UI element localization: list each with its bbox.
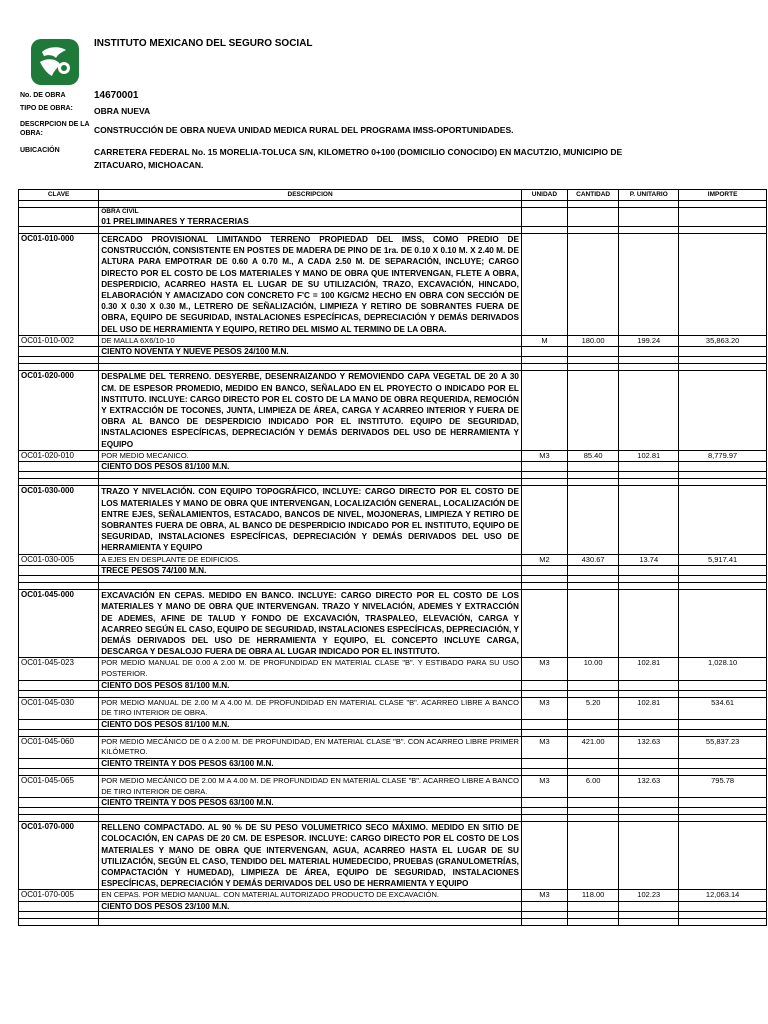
item-description: DE MALLA 6X6/10-10 [99,335,522,347]
concept-row [19,371,767,450]
concept-description: RELLENO COMPACTADO. AL 90 % DE SU PESO VOLUMETRICO SECO MÁXIMO. MEDIDO EN SITIO DE COLOCACIÓN, EN CAPAS DE 20 CM. DE ESPESOR. INCLUYE: CARGO DIRECTO POR EL COSTO DE LOS MATERIALES Y MANO DE OBRA QUE INTERVENGAN, AGUA, ACARREO HASTA EL LUGAR DE SU UTILIZACIÓN, SEGÚN EL CASO, TENDIDO DEL MATERIAL HUMEDECIDO, PRUEBAS (GRANULOMETRÍAS, COMPACTACIÓN Y HUMEDAD), LIMPIEZA DE ÁREA, EQUIPO DE SEGURIDAD, INSTALACIONES ESPECÍFICAS, DEPRECIACIÓN Y DEMÁS DERIVADOS DEL USO DE HERRAMIENTA Y EQUIPO [99,822,522,890]
item-p-unitario: 132.63 [619,776,679,798]
item-importe: 12,063.14 [679,890,767,902]
item-description: POR MEDIO MECÁNICO DE 2.00 M A 4.00 M. DE PROFUNDIDAD EN MATERIAL CLASE "B". ACARREO LIBRE A BANCO DE TIRO INTERIOR DE OBRA. [99,776,522,798]
item-description: POR MEDIO MANUAL DE 0.00 A 2.00 M. DE PROFUNDIDAD EN MATERIAL CLASE "B". Y ESTIBADO PARA SU USO POSTERIOR. [99,658,522,680]
institution-name: INSTITUTO MEXICANO DEL SEGURO SOCIAL [94,38,313,49]
item-description: A EJES EN DESPLANTE DE EDIFICIOS. [99,554,522,566]
table-row [19,697,767,719]
item-importe: 8,779.97 [679,450,767,462]
concept-description: DESPALME DEL TERRENO. DESYERBE, DESENRAIZANDO Y REMOVIENDO CAPA VEGETAL DE 20 A 30 CM. DE ESPESOR PROMEDIO, MEDIDO EN BANCO, SEÑALADO EN EL PROYECTO O INDICADO POR EL INSTITUTO. INCLUYE: CARGO DIRECTO POR EL COSTO DE LA MANO DE OBRA REQUERIDA, REMOCIÓN Y EXTRACCIÓN DE TOCONES, JUNTA, LIMPIEZA DE ÁREA, CARGA Y ACARREO INTERIOR Y FUERA DE OBRA AL BANCO DE DESPERDICIO INDICADO POR EL INSTITUTO. EQUIPO DE SEGURIDAD, INSTALACIONES ESPECÍFICAS, DEPRECIACIÓN Y DEMÁS DERIVADOS DEL USO DE HERRAMIENTA Y EQUIPO [99,371,522,450]
item-importe: 55,837.23 [679,736,767,758]
item-unidad: M3 [521,890,567,902]
item-unidad: M3 [521,776,567,798]
item-p-unitario: 102.81 [619,658,679,680]
item-p-unitario: 102.81 [619,697,679,719]
section-title: 01 PRELIMINARES Y TERRACERIAS [101,216,249,226]
price-in-words: CIENTO TREINTA Y DOS PESOS 63/100 M.N. [99,759,522,769]
table-row [19,335,767,347]
item-unidad: M3 [521,697,567,719]
item-importe: 534.61 [679,697,767,719]
item-cantidad: 10.00 [567,658,618,680]
item-p-unitario: 132.63 [619,736,679,758]
item-clave: OC01-045-065 [19,776,99,798]
concept-clave: OC01-010-000 [19,234,99,336]
price-in-words-row [19,462,767,472]
item-unidad: M3 [521,450,567,462]
price-in-words: CIENTO NOVENTA Y NUEVE PESOS 24/100 M.N. [99,347,522,357]
item-clave: OC01-045-023 [19,658,99,680]
item-description: EN CEPAS. POR MEDIO MANUAL. CON MATERIAL AUTORIZADO PRODUCTO DE EXCAVACIÓN. [99,890,522,902]
concept-row [19,486,767,554]
concept-row [19,590,767,658]
item-p-unitario: 102.23 [619,890,679,902]
price-in-words-row [19,719,767,729]
price-in-words: CIENTO DOS PESOS 81/100 M.N. [99,462,522,472]
col-header-unidad: UNIDAD [521,190,567,201]
concept-row [19,822,767,890]
item-importe: 5,917.41 [679,554,767,566]
price-in-words-row [19,566,767,576]
item-cantidad: 180.00 [567,335,618,347]
document-header: INSTITUTO MEXICANO DEL SEGURO SOCIAL No. DE OBRA 14670001 TIPO DE OBRA: OBRA NUEVA DESCRPCION DE LA OBRA: CONSTRUCCIÓN DE OBRA NUEVA UNIDAD MEDICA RURAL DEL PROGRAMA IMSS-OPORTUNIDADES. UBICACIÓN CARRETERA FEDERAL No. 15 MORELIA-TOLUCA S/N, KILOMETRO 0+100 (DOMICILIO CONOCIDO) EN MACUTZIO, MUNICIPIO DE ZITACUARO, MICHOACAN. [20,38,623,170]
item-cantidad: 421.00 [567,736,618,758]
item-cantidad: 5.20 [567,697,618,719]
table-row [19,736,767,758]
price-in-words: CIENTO DOS PESOS 23/100 M.N. [99,902,522,912]
concept-clave: OC01-070-000 [19,822,99,890]
price-in-words-row [19,680,767,690]
table-row [19,658,767,680]
concept-row [19,234,767,336]
item-p-unitario: 199.24 [619,335,679,347]
col-header-descripcion: DESCRIPCION [99,190,522,201]
table-header-row [19,190,767,201]
concept-clave: OC01-020-000 [19,371,99,450]
item-cantidad: 85.40 [567,450,618,462]
item-description: POR MEDIO MANUAL DE 2.00 M A 4.00 M. DE PROFUNDIDAD EN MATERIAL CLASE "B". ACARREO LIBRE A BANCO DE TIRO INTERIOR DE OBRA. [99,697,522,719]
price-in-words-row [19,798,767,808]
price-in-words: CIENTO DOS PESOS 81/100 M.N. [99,719,522,729]
table-row [19,450,767,462]
item-clave: OC01-020-010 [19,450,99,462]
price-in-words: TRECE PESOS 74/100 M.N. [99,566,522,576]
item-cantidad: 118.00 [567,890,618,902]
category-row [19,208,767,227]
table-row [19,776,767,798]
table-row [19,554,767,566]
price-in-words-row [19,902,767,912]
item-unidad: M [521,335,567,347]
col-header-cantidad: CANTIDAD [567,190,618,201]
item-clave: OC01-045-030 [19,697,99,719]
imss-logo-icon [30,38,80,86]
concept-clave: OC01-045-000 [19,590,99,658]
item-clave: OC01-030-005 [19,554,99,566]
item-importe: 1,028.10 [679,658,767,680]
concept-clave: OC01-030-000 [19,486,99,554]
item-unidad: M3 [521,736,567,758]
item-clave: OC01-070-005 [19,890,99,902]
col-header-clave: CLAVE [19,190,99,201]
item-unidad: M2 [521,554,567,566]
item-clave: OC01-045-060 [19,736,99,758]
item-importe: 35,863.20 [679,335,767,347]
price-in-words: CIENTO DOS PESOS 81/100 M.N. [99,680,522,690]
item-p-unitario: 13.74 [619,554,679,566]
item-clave: OC01-010-002 [19,335,99,347]
concept-description: TRAZO Y NIVELACIÓN. CON EQUIPO TOPOGRÁFICO, INCLUYE: CARGO DIRECTO POR EL COSTO DE LOS MATERIALES Y MANO DE OBRA QUE INTERVENGAN, LOCALIZACIÓN GENERAL, LOCALIZACIÓN DE ENTRE EJES, SEÑALAMIENTOS, ESTACADO, BANCOS DE NIVEL, MOJONERAS, LIMPIEZA Y RETIRO DE SOBRANTES FUERA DE OBRA, AL BANCO DE DESPERDICIO INDICADO POR EL INSTITUTO, EQUIPO DE SEGURIDAD, INSTALACIONES ESPECÍFICAS, DEPRECIACIÓN Y DEMÁS DERIVADOS DEL USO DE HERRAMIENTA Y EQUIPO [99,486,522,554]
price-in-words-row [19,347,767,357]
concept-description: CERCADO PROVISIONAL LIMITANDO TERRENO PROPIEDAD DEL IMSS, COMO PREDIO DE CONSTRUCCIÓN, CONSISTENTE EN POSTES DE MADERA DE PINO DE 1ra. DE 0.10 X 0.10 M. X 2.40 M. DE ALTURA PARA EMPOTRAR DE 0.60 A 0.70 M., A CADA 2.50 M. DE SEPARACIÓN, INCLUYE; CARGO DIRECTO POR EL COSTO DE LOS MATERIALES Y MANO DE OBRA QUE INTERVENGAN, FLETE A OBRA, DESPERDICIO, ACARREO HASTA EL LUGAR DE SU UTILIZACIÓN, TRAZO, EXCAVACIÓN, HINCADO, ELABORACIÓN Y AMACIZADO CON CONCRETO F'C = 100 KG/CM2 HECHO EN OBRA CON SECCIÓN DE 0.30 X 0.30 X 0.30 M., LETRERO DE SEÑALIZACIÓN, LIMPIEZA Y RETIRO DE SOBRANTES FUERA DE OBRA, EQUIPO DE SEGURIDAD, INSTALACIONES ESPECÍFICAS, DEPRECIACIÓN Y DEMÁS DERIVADOS DEL USO DE HERRAMIENTA Y EQUIPO, RETIRO DEL MISMO AL TERMINO DE LA OBRA. [99,234,522,336]
price-in-words: CIENTO TREINTA Y DOS PESOS 63/100 M.N. [99,798,522,808]
col-header-p-unitario: P. UNITARIO [619,190,679,201]
item-p-unitario: 102.81 [619,450,679,462]
col-header-importe: IMPORTE [679,190,767,201]
table-body [19,201,767,926]
item-description: POR MEDIO MECANICO. [99,450,522,462]
price-in-words-row [19,759,767,769]
budget-table [18,189,767,926]
item-importe: 795.78 [679,776,767,798]
concept-description: EXCAVACIÓN EN CEPAS. MEDIDO EN BANCO. INCLUYE: CARGO DIRECTO POR EL COSTO DE LOS MATERIALES Y MANO DE OBRA QUE INTERVENGAN. TRAZO Y NIVELACIÓN, ADEMES Y EXTRACCIÓN DE ADEMES, AFINE DE TALUD Y FONDO DE EXCAVACIÓN, TRASPALEO, ELEVACIÓN, CARGA Y ACARREO SEGÚN EL CASO, EQUIPO DE SEGURIDAD, INSTALACIONES ESPECÍFICAS, DEPRECIACIÓN, Y DEMÁS DERIVADOS DEL USO DE HERRAMIENTA Y EQUIPO, EL CONCEPTO INCLUYE CARGA, DESCARGA Y DESALOJO FUERA DE OBRA AL LUGAR INDICADO POR EL INSTITUTO. [99,590,522,658]
item-description: POR MEDIO MECÁNICO DE 0 A 2.00 M. DE PROFUNDIDAD, EN MATERIAL CLASE "B". CON ACARREO LIBRE PRIMER KILÓMETRO. [99,736,522,758]
item-cantidad: 6.00 [567,776,618,798]
item-cantidad: 430.67 [567,554,618,566]
category-label: OBRA CIVIL [101,208,139,215]
item-unidad: M3 [521,658,567,680]
table-row [19,890,767,902]
